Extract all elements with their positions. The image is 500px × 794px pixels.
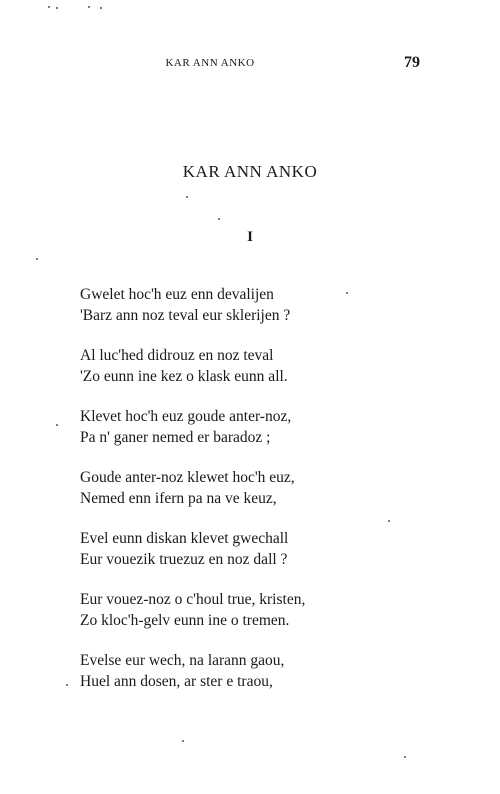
stanza-2 (80, 345, 440, 387)
scan-speck (56, 424, 58, 426)
poem-line: Eur vouezik truezuz en noz dall ? (80, 551, 288, 568)
scan-speck (388, 520, 390, 522)
scan-speck (56, 7, 58, 9)
scan-speck (346, 292, 348, 294)
poem-line: Evelse eur wech, na larann gaou, (80, 652, 285, 669)
scan-speck (66, 684, 68, 686)
poem-line: Zo kloc'h-gelv eunn ine o tremen. (80, 612, 290, 629)
poem-line: Evel eunn diskan klevet gwechall (80, 530, 289, 547)
poem-line: Nemed enn ifern pa na ve keuz, (80, 490, 277, 507)
poem-line: 'Zo eunn ine kez o klask eunn all. (80, 368, 288, 385)
poem-line: Al luc'hed didrouz en noz teval (80, 347, 274, 364)
poem-line: Gwelet hoc'h euz enn devalijen (80, 286, 274, 303)
poem-line: Klevet hoc'h euz goude anter-noz, (80, 408, 292, 425)
poem-line: Goude anter-noz klewet hoc'h euz, (80, 469, 295, 486)
poem-title: KAR ANN ANKO (182, 162, 318, 181)
poem-body (80, 284, 440, 711)
scan-speck (36, 258, 38, 260)
scan-speck (186, 196, 188, 198)
poem-line: 'Barz ann noz teval eur sklerijen ? (80, 307, 291, 324)
scan-speck (100, 7, 102, 9)
page-number: 79 (404, 54, 420, 71)
running-head (80, 54, 420, 74)
stanza-4 (80, 467, 440, 509)
scan-speck (404, 756, 406, 758)
stanza-6 (80, 589, 440, 631)
scan-speck (182, 740, 184, 742)
running-title: KAR ANN ANKO (165, 57, 255, 69)
poem-line: Eur vouez-noz o c'houl true, kristen, (80, 591, 306, 608)
stanza-5 (80, 528, 440, 570)
poem-line: Pa n' ganer nemed er baradoz ; (80, 429, 271, 446)
stanza-1 (80, 284, 440, 326)
scan-speck (218, 218, 220, 220)
part-number: I (247, 229, 253, 245)
stanza-7 (80, 650, 440, 692)
poem-line: Huel ann dosen, ar ster e traou, (80, 673, 273, 690)
scan-speck (88, 6, 90, 8)
stanza-3 (80, 406, 440, 448)
scan-speck (48, 6, 50, 8)
